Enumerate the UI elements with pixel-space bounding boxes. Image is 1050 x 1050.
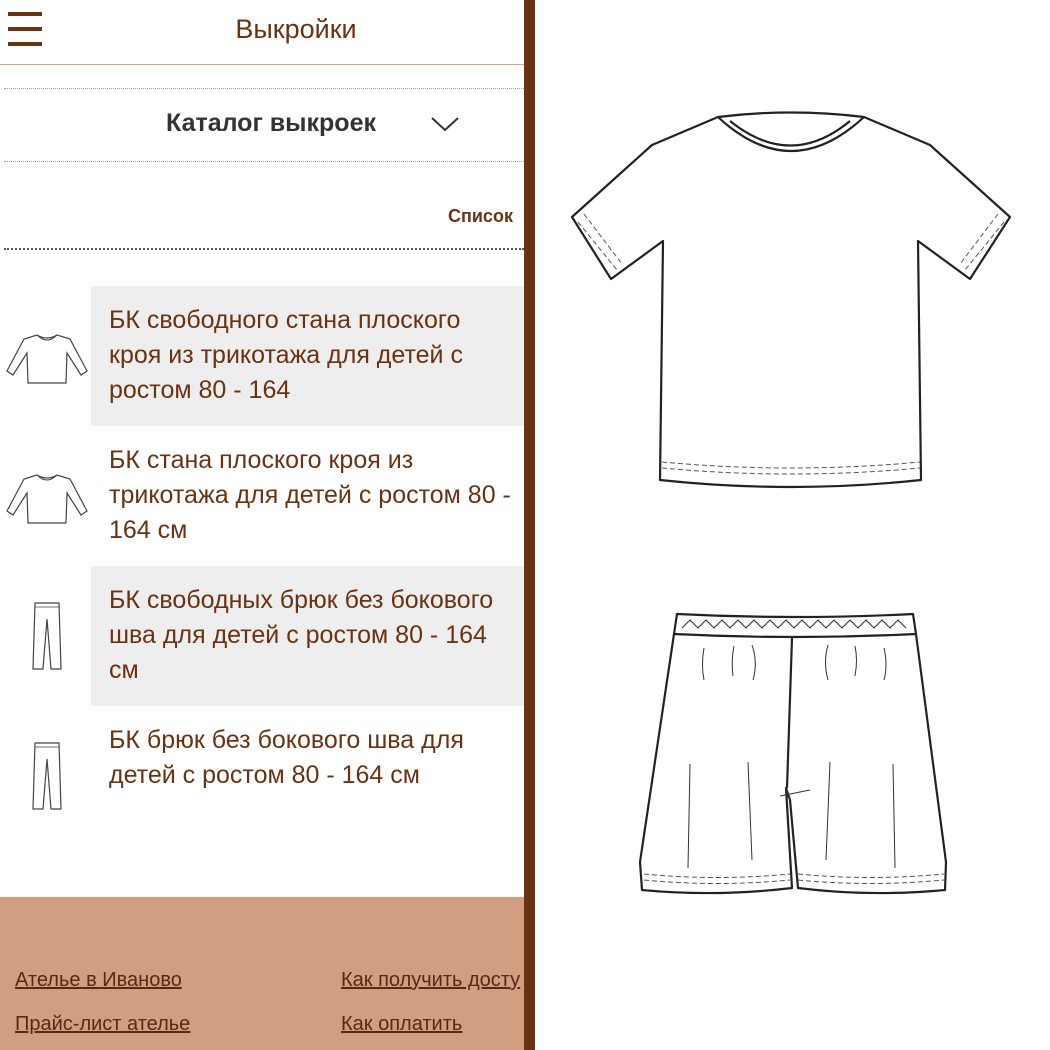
app-header — [0, 0, 524, 65]
site-footer — [0, 897, 524, 1050]
list-item[interactable] — [0, 706, 524, 846]
footer-link-access[interactable]: Как получить досту — [341, 969, 521, 991]
pattern-list-panel — [0, 0, 524, 1050]
pattern-preview-panel — [535, 0, 1050, 1050]
item-label: БК свободного стана плоского кроя из трикотажа для детей с ростом 80 - 164 — [109, 306, 463, 404]
list-item[interactable] — [0, 286, 524, 426]
shorts-sketch-icon — [535, 590, 1050, 920]
list-item[interactable] — [0, 566, 524, 706]
catalog-dropdown[interactable] — [4, 88, 524, 162]
footer-link-atelier[interactable]: Ателье в Иваново — [15, 969, 182, 991]
divider — [4, 248, 524, 250]
list-item[interactable] — [0, 426, 524, 566]
list-view-tab[interactable]: Список — [448, 206, 513, 226]
panel-divider — [524, 0, 535, 1050]
trousers-icon — [4, 601, 90, 671]
long-sleeve-top-icon — [4, 321, 90, 391]
item-label: БК стана плоского кроя из трикотажа для детей с ростом 80 - 164 см — [109, 446, 511, 544]
footer-link-price-list[interactable]: Прайс-лист ателье — [15, 1013, 191, 1035]
chevron-down-icon — [430, 115, 460, 133]
item-label: БК брюк без бокового шва для детей с ростом 80 - 164 см — [109, 726, 464, 789]
long-sleeve-top-icon — [4, 461, 90, 531]
trousers-icon — [4, 741, 90, 811]
t-shirt-sketch-icon — [535, 0, 1050, 520]
page-title: Выкройки — [235, 14, 357, 44]
item-label: БК свободных брюк без бокового шва для детей с ростом 80 - 164 см — [109, 586, 494, 684]
footer-link-payment[interactable]: Как оплатить — [341, 1013, 463, 1035]
catalog-label: Каталог выкроек — [166, 109, 376, 137]
